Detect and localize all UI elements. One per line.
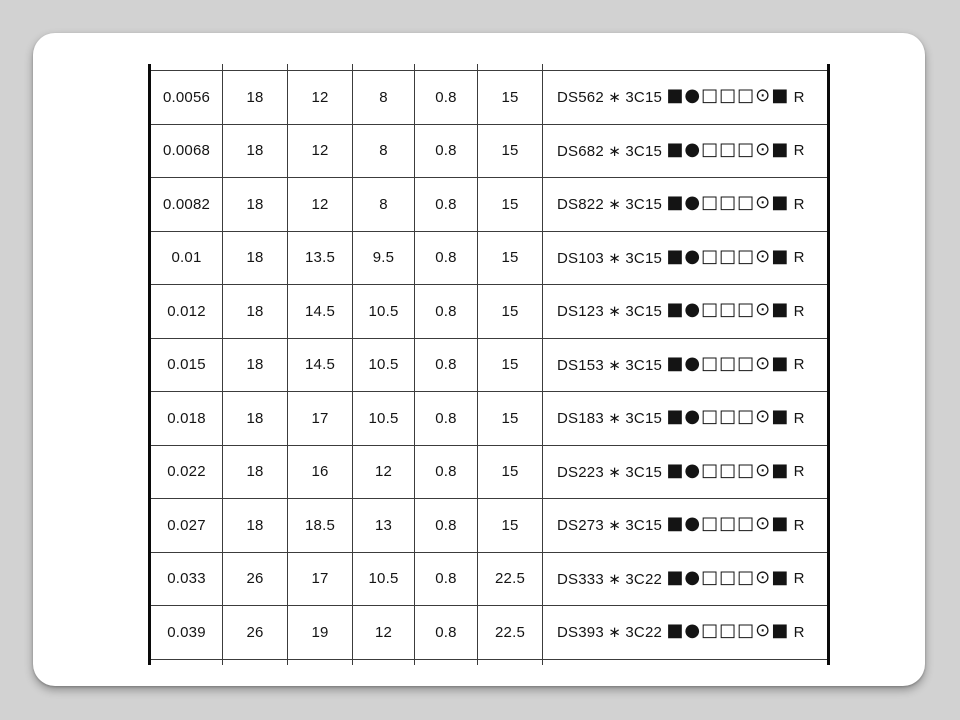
part-code: DS273 ∗ 3C15 — [557, 517, 663, 535]
table-cell: 9.5 — [353, 232, 415, 285]
part-suffix: R — [793, 623, 805, 641]
marking-symbols: ■●□□□⊙■ — [666, 192, 790, 214]
marking-symbols: ■●□□□⊙■ — [666, 620, 790, 642]
table-cell: 0.0082 — [151, 178, 223, 231]
table-cell: 10.5 — [353, 392, 415, 445]
table-cell: 15 — [478, 499, 543, 552]
table-cell — [353, 64, 415, 70]
part-number-cell — [543, 178, 827, 231]
marking-symbols: ■●□□□⊙■ — [666, 245, 790, 267]
part-number-cell — [543, 499, 827, 552]
part-number-cell — [543, 71, 827, 124]
part-suffix: R — [793, 142, 805, 160]
marking-symbols: ■●□□□⊙■ — [666, 459, 790, 481]
table-cell: 0.8 — [415, 125, 478, 178]
table-cell: 0.039 — [151, 606, 223, 659]
table-cell: 16 — [288, 446, 353, 499]
table-cell: 12 — [353, 446, 415, 499]
part-code: DS562 ∗ 3C15 — [557, 89, 663, 107]
table-cell: 17 — [288, 392, 353, 445]
table-cell: 22.5 — [478, 553, 543, 606]
table-cell: 0.018 — [151, 392, 223, 445]
table-cell: 12 — [288, 125, 353, 178]
part-suffix: R — [793, 570, 805, 588]
part-number-cell — [543, 125, 827, 178]
table-cell: 13 — [353, 499, 415, 552]
table-cell — [151, 64, 223, 70]
marking-symbols: ■●□□□⊙■ — [666, 513, 790, 535]
table-cell — [288, 660, 353, 665]
table-cell — [478, 64, 543, 70]
parts-table — [148, 64, 830, 665]
table-row — [151, 446, 827, 500]
table-cell: 0.8 — [415, 339, 478, 392]
part-suffix: R — [793, 249, 805, 267]
table-cell: 12 — [353, 606, 415, 659]
table-cell: 15 — [478, 178, 543, 231]
part-code: DS333 ∗ 3C22 — [557, 570, 663, 588]
table-cell: 15 — [478, 339, 543, 392]
part-code: DS153 ∗ 3C15 — [557, 356, 663, 374]
table-cell: 18 — [223, 285, 288, 338]
part-code: DS183 ∗ 3C15 — [557, 410, 663, 428]
table-cell: 0.012 — [151, 285, 223, 338]
cropped-row-bottom — [151, 660, 827, 665]
part-number-cell — [543, 285, 827, 338]
table-cell: 19 — [288, 606, 353, 659]
table-cell: 8 — [353, 71, 415, 124]
table-cell: 0.8 — [415, 71, 478, 124]
marking-symbols: ■●□□□⊙■ — [666, 138, 790, 160]
table-cell: 26 — [223, 606, 288, 659]
table-cell — [151, 660, 223, 665]
table-row — [151, 71, 827, 125]
table-cell: 10.5 — [353, 285, 415, 338]
part-suffix: R — [793, 195, 805, 213]
table-cell: 8 — [353, 178, 415, 231]
table-cell: 15 — [478, 125, 543, 178]
table-cell: 18 — [223, 125, 288, 178]
table-row — [151, 392, 827, 446]
table-row — [151, 285, 827, 339]
slide-card — [33, 33, 925, 686]
table-cell: 17 — [288, 553, 353, 606]
table-row — [151, 232, 827, 286]
table-cell — [415, 660, 478, 665]
table-cell: 0.8 — [415, 553, 478, 606]
table-cell: 0.8 — [415, 499, 478, 552]
table-cell: 18 — [223, 392, 288, 445]
table-cell: 14.5 — [288, 339, 353, 392]
table-cell: 0.8 — [415, 606, 478, 659]
table-cell: 0.01 — [151, 232, 223, 285]
marking-symbols: ■●□□□⊙■ — [666, 85, 790, 107]
part-number-cell — [543, 232, 827, 285]
table-cell: 0.0068 — [151, 125, 223, 178]
table-cell — [223, 660, 288, 665]
part-number-cell — [543, 553, 827, 606]
table-cell: 0.8 — [415, 392, 478, 445]
marking-symbols: ■●□□□⊙■ — [666, 566, 790, 588]
table-cell: 15 — [478, 285, 543, 338]
table-cell: 0.8 — [415, 232, 478, 285]
table-cell: 18 — [223, 71, 288, 124]
table-cell — [543, 660, 827, 665]
cropped-row-top — [151, 64, 827, 71]
table-cell — [543, 64, 827, 70]
part-code: DS123 ∗ 3C15 — [557, 303, 663, 321]
part-code: DS223 ∗ 3C15 — [557, 463, 663, 481]
table-cell: 22.5 — [478, 606, 543, 659]
table-cell: 15 — [478, 392, 543, 445]
table-cell: 26 — [223, 553, 288, 606]
marking-symbols: ■●□□□⊙■ — [666, 406, 790, 428]
table-cell: 0.8 — [415, 285, 478, 338]
table-cell: 0.0056 — [151, 71, 223, 124]
part-number-cell — [543, 392, 827, 445]
table-cell: 18 — [223, 446, 288, 499]
table-cell: 0.027 — [151, 499, 223, 552]
table-cell: 15 — [478, 232, 543, 285]
table-cell — [415, 64, 478, 70]
table-cell: 12 — [288, 178, 353, 231]
table-cell: 18.5 — [288, 499, 353, 552]
table-cell: 14.5 — [288, 285, 353, 338]
part-code: DS682 ∗ 3C15 — [557, 142, 663, 160]
part-code: DS103 ∗ 3C15 — [557, 249, 663, 267]
part-number-cell — [543, 339, 827, 392]
part-code: DS393 ∗ 3C22 — [557, 624, 663, 642]
table-cell — [223, 64, 288, 70]
table-cell — [478, 660, 543, 665]
table-cell: 18 — [223, 339, 288, 392]
part-suffix: R — [793, 409, 805, 427]
table-cell: 18 — [223, 232, 288, 285]
table-cell: 13.5 — [288, 232, 353, 285]
table-cell: 18 — [223, 178, 288, 231]
part-code: DS822 ∗ 3C15 — [557, 196, 663, 214]
table-row — [151, 499, 827, 553]
table-cell: 12 — [288, 71, 353, 124]
marking-symbols: ■●□□□⊙■ — [666, 299, 790, 321]
table-cell: 0.015 — [151, 339, 223, 392]
part-number-cell — [543, 606, 827, 659]
table-row — [151, 606, 827, 660]
table-row — [151, 125, 827, 179]
table-cell: 10.5 — [353, 553, 415, 606]
marking-symbols: ■●□□□⊙■ — [666, 352, 790, 374]
table-cell: 15 — [478, 446, 543, 499]
part-suffix: R — [793, 302, 805, 320]
table-row — [151, 178, 827, 232]
table-cell: 8 — [353, 125, 415, 178]
table-cell: 0.033 — [151, 553, 223, 606]
part-suffix: R — [793, 88, 805, 106]
part-number-cell — [543, 446, 827, 499]
part-suffix: R — [793, 356, 805, 374]
table-row — [151, 339, 827, 393]
table-cell: 10.5 — [353, 339, 415, 392]
table-cell — [353, 660, 415, 665]
table-cell: 15 — [478, 71, 543, 124]
table-cell: 0.8 — [415, 178, 478, 231]
table-cell — [288, 64, 353, 70]
table-cell: 18 — [223, 499, 288, 552]
part-suffix: R — [793, 516, 805, 534]
table-row — [151, 553, 827, 607]
table-cell: 0.022 — [151, 446, 223, 499]
part-suffix: R — [793, 463, 805, 481]
table-cell: 0.8 — [415, 446, 478, 499]
